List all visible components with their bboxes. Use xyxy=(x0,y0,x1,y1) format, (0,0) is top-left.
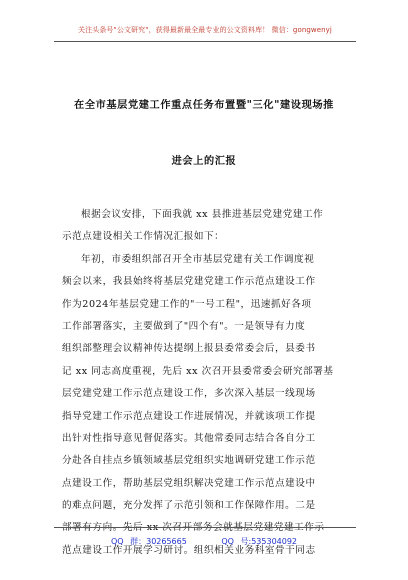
document-title-line-2: 进会上的汇报 xyxy=(171,156,237,167)
body-line: 工作部署落实，主要做到了"四个有"。一是领导有力度 xyxy=(62,320,306,332)
footer-qq-number: QQ 号:535304092 xyxy=(221,537,298,546)
document-body xyxy=(62,204,352,562)
body-line: 部署有方向。先后 xx 次召开部务会就基层党建党建工作示 xyxy=(62,522,325,534)
body-line: 示范点建设相关工作情况汇报如下： xyxy=(62,231,225,243)
body-line: 层党建党建工作示范点建设工作，多次深入基层一线现场 xyxy=(62,388,316,400)
body-line: 点建设工作，帮助基层党组织解决党建工作示范点建设中 xyxy=(62,477,316,489)
body-line: 频会以来，我县始终将基层党建党建工作示范点建设工作 xyxy=(62,276,316,288)
document-title-line-1: 在全市基层党建工作重点任务布置暨"三化"建设现场推 xyxy=(74,100,334,111)
footer-qq-group: QQ 群：30265665 xyxy=(110,537,187,546)
body-line: 记 xx 同志高度重视，先后 xx 次召开县委常委会研究部署基 xyxy=(62,365,334,377)
body-line: 作为2024年基层党建工作的"一号工程"，迅速抓好各项 xyxy=(62,298,312,310)
body-line: 根据会议安排，下面我就 xx 县推进基层党建党建工作 xyxy=(81,209,324,220)
body-line: 年初，市委组织部召开全市基层党建有关工作调度视 xyxy=(81,253,315,265)
body-line: 分赴各自挂点乡镇领域基层党组织实地调研党建工作示范 xyxy=(62,455,316,467)
header-notice: 关注头条号"公文研究"，获得最新最全最专业的公文资料库！ 微信：gongwenyj xyxy=(78,26,332,34)
body-line: 范点建设工作开展学习研讨。组织相关业务科室骨干同志 xyxy=(62,544,316,556)
page-header xyxy=(54,19,356,42)
body-line: 组织部整理会议精神传达提纲上报县委常委会后，县委书 xyxy=(62,343,316,355)
page-footer xyxy=(0,536,408,547)
footer-rule xyxy=(54,527,356,528)
body-line: 的难点问题，充分发挥了示范引领和工作保障作用。二是 xyxy=(62,500,316,512)
body-line: 指导党建工作示范点建设工作进展情况，并就该项工作提 xyxy=(62,410,316,422)
body-line: 出针对性指导意见督促落实。其他常委同志结合各自分工 xyxy=(62,432,316,444)
